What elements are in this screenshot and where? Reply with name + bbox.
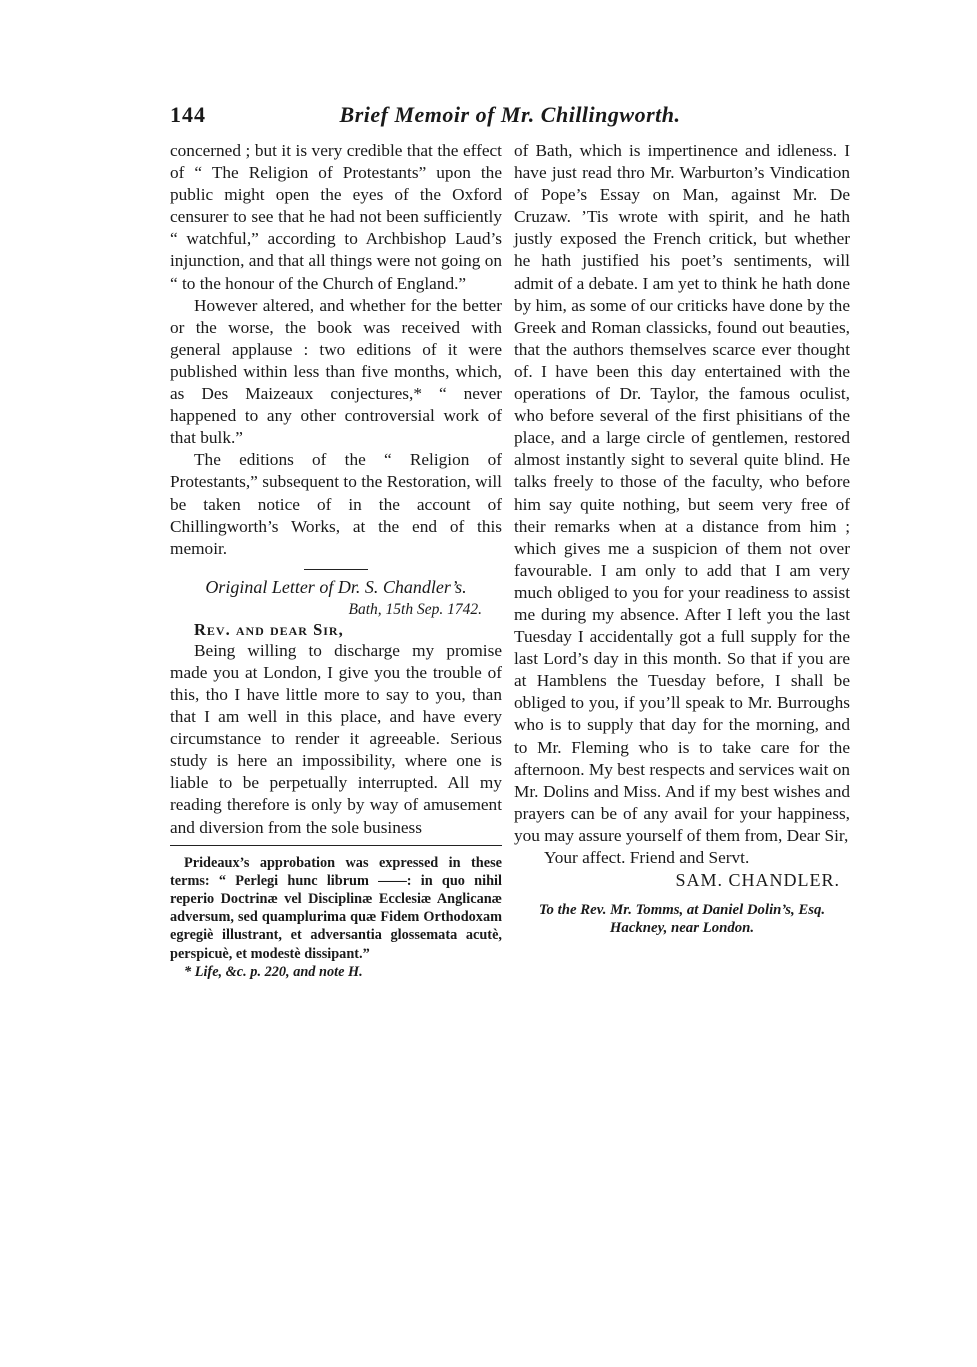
letter-signature: SAM. CHANDLER. — [675, 870, 840, 891]
running-head: Brief Memoir of Mr. Chillingworth. — [339, 102, 681, 127]
right-column — [514, 140, 850, 937]
letter-paragraph: of Bath, which is impertinence and idleness. I have just read thro Mr. Warburton’s Vindication of Pope’s Essay on Man, against Mr. De Cruzaw. ’Tis wrote with spirit, and he hath justly exposed the French critick, but whether he hath justified his poet’s sentiments, will admit of a debate. I am yet to think he hath done by him, as some of our criticks have done by the Greek and Roman classicks, found out beauties, that the authors themselves scarce ever thought of. I have been this day entertained with the operations of Dr. Taylor, the famous oculist, who before several of the first phisitians of the place, and a large circle of gentlemen, restored almost instantly sight to several quite blind. He talks freely to those of the faculty, who before him say quite nothing, but seem very free of their remarks when at a distance from him ; which gives me a suspicion of them not over favourable. I am only to add that I am very much obliged to you for your readiness to assist me during my absence. After I left you the last Tuesday I accidentally got a full supply for the last Lord’s day in this month. So that if you are at Hamblens the Tuesday before, I shall be obliged to you, if you’ll speak to Mr. Burroughs who is to supply that day for the morning, and to Mr. Fleming who is to take care for the afternoon. My best respects and services wait on Mr. Dolins and Miss. And if my best wishes and prayers can be of any avail for your happiness, you may assure yourself of them from, Dear Sir, — [514, 141, 850, 845]
footnote-rule — [170, 845, 502, 846]
paragraph: concerned ; but it is very credible that the effect of “ The Religion of Protestants” upon the public might open the eyes of the Oxford censurer to see that he had not been sufficiently “ watchful,” according to Archbishop Laud’s injunction, and that all things were not going on “ to the honour of the Church of England.” — [170, 141, 502, 293]
letter-address: To the Rev. Mr. Tomms, at Daniel Dolin’s, Esq. Hackney, near London. — [538, 902, 826, 937]
footnote: * Life, &c. p. 220, and note H. — [184, 963, 363, 980]
left-column — [170, 140, 502, 981]
page-number: 144 — [170, 102, 206, 127]
paragraph: However altered, and whether for the better or the worse, the book was received with general applause : two editions of it were published within less than five months, which, as Des Maizeaux conjectures,* “ never happened to any other controversial work of that bulk.” — [170, 295, 502, 448]
footnote: Prideaux’s approbation was expressed in these terms: “ Perlegi hunc librum ——: in quo nihil reperio Doctrinæ vel Disciplinæ Ecclesiæ Anglicanæ adversum, sed quamplurima quæ Fidem Orthodoxam egregiè illustrant, et adversantia glossemata acutè, perspicuè, et modestè dissipant.” — [170, 854, 502, 962]
letter-paragraph: Being willing to discharge my promise made you at London, I give you the trouble of this, tho I have little more to say to you, than that I am well in this place, and have every circumstance to render it agreeable. Serious study is here an impossibility, where one is liable to be perpetually interrupted. All my reading therefore is only by way of amusement and diversion from the sole business — [170, 640, 502, 837]
paragraph: The editions of the “ Religion of Protestants,” subsequent to the Restoration, will be taken notice of in the account of Chillingworth’s Works, at the end of this memoir. — [170, 450, 502, 558]
page-header — [170, 102, 850, 132]
letter-salutation: Rev. and dear Sir, — [194, 619, 344, 639]
letter-closing: Your affect. Friend and Servt. — [544, 848, 750, 867]
letter-dateline: Bath, 15th Sep. 1742. — [348, 600, 482, 618]
section-divider — [304, 569, 368, 570]
letter-title: Original Letter of Dr. S. Chandler’s. — [205, 576, 467, 597]
